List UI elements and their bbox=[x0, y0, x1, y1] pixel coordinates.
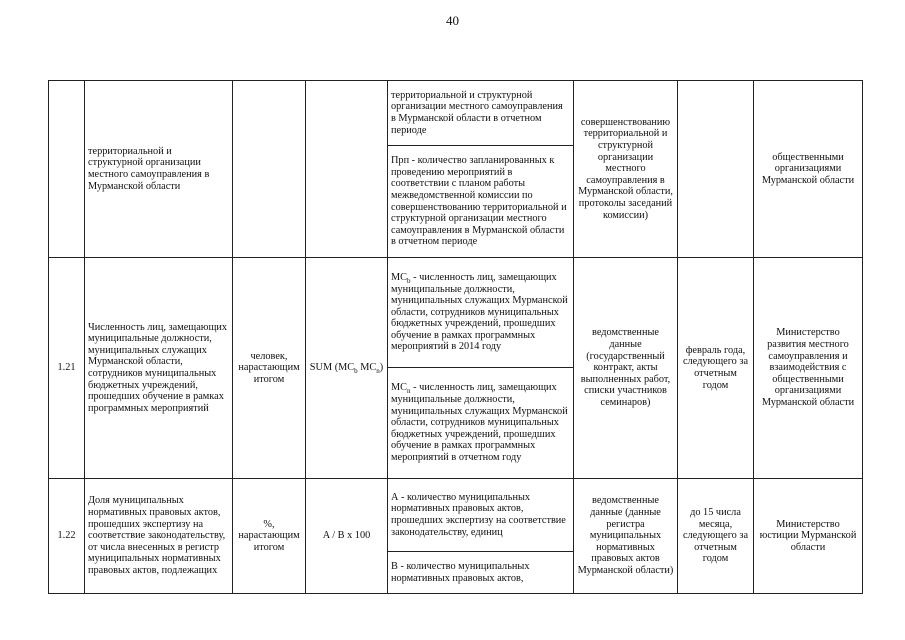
unit-cell: %, нарастающим итогом bbox=[233, 479, 306, 594]
page-number: 40 bbox=[446, 13, 459, 28]
indicator-table bbox=[48, 80, 863, 594]
indicator-name-cell: территориальной и структурной организации местного самоуправления в Мурманской области bbox=[85, 81, 233, 258]
component-cell bbox=[388, 368, 574, 479]
component-subscript: n bbox=[407, 387, 411, 396]
responsible-cell: Министерство развития местного самоуправления и взаимодействия с общественными организациями Мурманской области bbox=[754, 258, 863, 479]
formula-text: ) bbox=[379, 362, 384, 374]
table-row bbox=[49, 258, 863, 368]
component-cell: А - количество муниципальных нормативных правовых актов, прошедших экспертизу на соответствие законодательству, единиц bbox=[388, 479, 574, 552]
component-description: - численность лиц, замещающих муниципальные должности, муниципальных служащих Мурманской области, сотрудников муниципальных бюджетных учреждений, прошедших обучение в рамках программных мероприятий в 2014 году bbox=[391, 271, 568, 353]
table-row bbox=[49, 479, 863, 552]
formula-text: MC bbox=[357, 362, 377, 374]
formula-cell bbox=[306, 81, 388, 258]
component-symbol: MC bbox=[391, 382, 408, 394]
indicator-name-cell: Доля муниципальных нормативных правовых актов, прошедших экспертизу на соответствие законодательству, от числа внесенных в регистр муниципальных нормативных правовых актов, подлежащих bbox=[85, 479, 233, 594]
component-description: - численность лиц, замещающих муниципальные должности, муниципальных служащих Мурманской области, сотрудников муниципальных бюджетных учреждений, прошедших обучение в рамках программных мероприятий в отчетном году bbox=[391, 382, 568, 463]
formula-text: SUM (MC bbox=[309, 362, 355, 374]
unit-cell: человек, нарастающим итогом bbox=[233, 258, 306, 479]
component-cell: территориальной и структурной организации местного самоуправления в Мурманской области в отчетном периоде bbox=[388, 81, 574, 146]
source-cell: совершенствованию территориальной и структурной организации местного самоуправления в Мурманской области, протоколы заседаний комиссии) bbox=[574, 81, 678, 258]
unit-cell bbox=[233, 81, 306, 258]
formula-cell bbox=[306, 258, 388, 479]
source-cell: ведомственные данные (государственный контракт, акты выполненных работ, списки участников семинаров) bbox=[574, 258, 678, 479]
row-number-cell: 1.21 bbox=[49, 258, 85, 479]
indicator-name-cell: Численность лиц, замещающих муниципальные должности, муниципальных служащих Мурманской области, сотрудников муниципальных бюджетных учреждений, прошедших обучение в рамках программных мероприятий bbox=[85, 258, 233, 479]
formula-subscript: b bbox=[354, 367, 358, 376]
responsible-cell: Министерство юстиции Мурманской области bbox=[754, 479, 863, 594]
row-number-cell bbox=[49, 81, 85, 258]
responsible-cell: общественными организациями Мурманской области bbox=[754, 81, 863, 258]
component-subscript: b bbox=[407, 276, 411, 285]
component-cell bbox=[388, 258, 574, 368]
row-number-cell: 1.22 bbox=[49, 479, 85, 594]
formula-subscript: n bbox=[376, 367, 380, 376]
component-cell: Прп - количество запланированных к проведению мероприятий в соответствии с планом работы межведомственной комиссии по совершенствованию территориальной и структурной организации местного самоуправления в Мурманской области в отчетном периоде bbox=[388, 146, 574, 258]
deadline-cell: до 15 числа месяца, следующего за отчетным годом bbox=[678, 479, 754, 594]
formula-cell: A / B x 100 bbox=[306, 479, 388, 594]
component-cell: В - количество муниципальных нормативных правовых актов, bbox=[388, 552, 574, 594]
deadline-cell: февраль года, следующего за отчетным годом bbox=[678, 258, 754, 479]
source-cell: ведомственные данные (данные регистра муниципальных нормативных правовых актов Мурманской области) bbox=[574, 479, 678, 594]
deadline-cell bbox=[678, 81, 754, 258]
table-row bbox=[49, 81, 863, 146]
component-symbol: MC bbox=[391, 271, 408, 283]
